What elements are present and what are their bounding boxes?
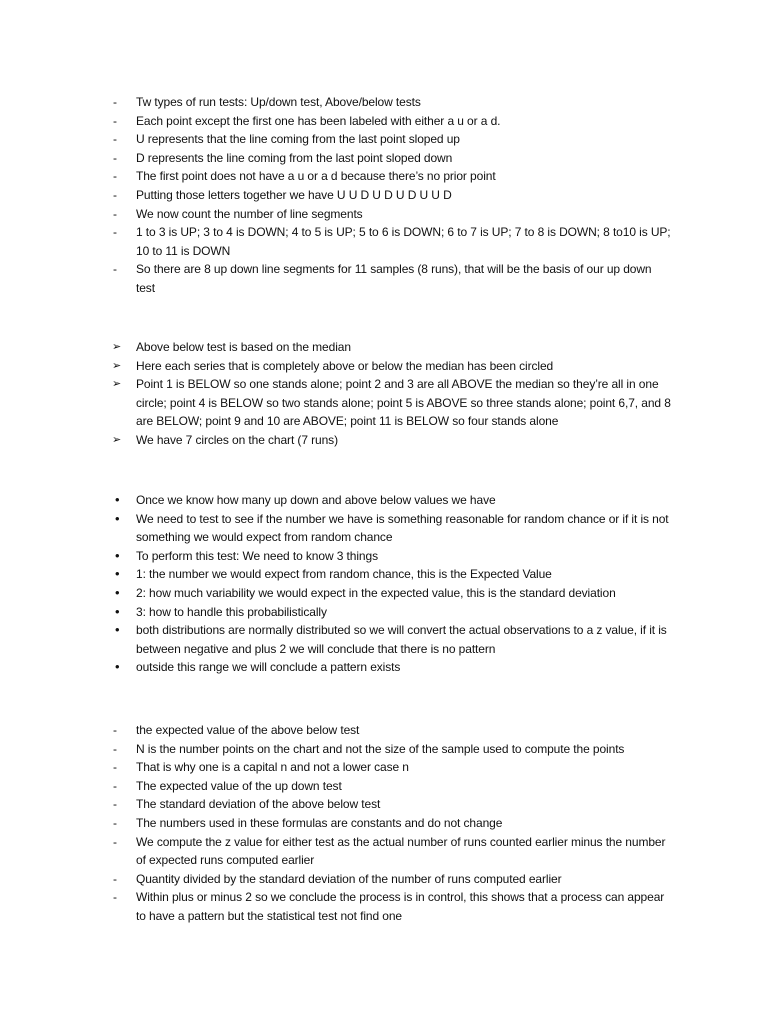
list-item [112, 167, 672, 186]
testing-procedure-list [112, 491, 672, 677]
list-item [112, 491, 672, 510]
formulas-list [112, 721, 672, 926]
list-item [112, 870, 672, 889]
list-item-text: To perform this test: We need to know 3 things [136, 548, 378, 563]
dash-bullet-icon: - [113, 132, 117, 147]
list-item-text: Putting those letters together we have U U D U D U D U U D [136, 187, 452, 202]
list-item [112, 795, 672, 814]
dash-bullet-icon: - [113, 797, 117, 812]
list-item-text: 3: how to handle this probabilistically [136, 604, 327, 619]
list-item [112, 584, 672, 603]
dash-bullet-icon: - [113, 150, 117, 165]
arrow-bullet-icon: ➢ [112, 359, 122, 372]
list-item-text: 2: how much variability we would expect in the expected value, this is the standard deviation [136, 585, 616, 600]
dash-bullet-icon: - [113, 760, 117, 775]
list-item-text: The first point does not have a u or a d because there’s no prior point [136, 169, 496, 184]
list-item [112, 338, 672, 357]
list-item [112, 149, 672, 168]
list-item [112, 740, 672, 759]
dash-bullet-icon: - [113, 890, 117, 905]
list-item-text: both distributions are normally distributed so we will convert the actual observations to a z value, if it is between negative and plus 2 we will conclude that there is no pattern [136, 623, 667, 656]
arrow-bullet-icon: ➢ [112, 433, 122, 446]
dash-bullet-icon: - [113, 95, 117, 109]
list-item-text: Here each series that is completely above or below the median has been circled [136, 358, 554, 373]
list-item-text: The standard deviation of the above below test [136, 797, 381, 812]
list-item [112, 510, 672, 547]
list-item-text: the expected value of the above below test [136, 723, 360, 737]
list-item-text: We have 7 circles on the chart (7 runs) [136, 432, 338, 447]
list-item-text: Point 1 is BELOW so one stands alone; point 2 and 3 are all ABOVE the median so they’re all in one circle; point 4 is BELOW so two stands alone; point 5 is ABOVE so three stands alone; point 6,7, and 8 are BELOW; point 9 and 10 are ABOVE; point 11 is BELOW so four stands alone [136, 377, 671, 429]
dash-bullet-icon: - [113, 262, 117, 277]
list-item [112, 357, 672, 376]
list-item-text: We compute the z value for either test as the actual number of runs counted earlier minus the number of expected runs computed earlier [136, 834, 666, 868]
list-item [112, 814, 672, 833]
list-item-text: The expected value of the up down test [136, 778, 342, 793]
list-item-text: Quantity divided by the standard deviation of the number of runs computed earlier [136, 871, 562, 886]
dash-bullet-icon: - [113, 169, 117, 184]
dash-bullet-icon: - [113, 225, 117, 240]
dash-bullet-icon: - [113, 778, 117, 793]
dot-bullet-icon: • [115, 622, 120, 638]
dot-bullet-icon: • [115, 566, 120, 582]
list-item-text: 1 to 3 is UP; 3 to 4 is DOWN; 4 to 5 is UP; 5 to 6 is DOWN; 6 to 7 is UP; 7 to 8 is DOWN; 8 to10 is UP; 10 to 11 is DOWN [136, 225, 671, 258]
list-item-text: That is why one is a capital n and not a lower case n [136, 760, 409, 775]
list-item [112, 431, 672, 450]
list-item-text: The numbers used in these formulas are constants and do not change [136, 815, 503, 830]
list-item-text: Tw types of run tests: Up/down test, Above/below tests [136, 95, 421, 109]
list-item [112, 205, 672, 224]
list-item-text: We need to test to see if the number we have is something reasonable for random chance or if it is not something we would expect from random chance [136, 511, 669, 545]
list-item-text: N is the number points on the chart and not the size of the sample used to compute the points [136, 741, 625, 756]
arrow-bullet-icon: ➢ [112, 378, 122, 391]
list-item-text: U represents that the line coming from the last point sloped up [136, 132, 460, 147]
up-down-test-list [112, 93, 672, 298]
list-item [112, 112, 672, 131]
list-item [112, 223, 672, 260]
dot-bullet-icon: • [115, 603, 120, 619]
list-item-text: We now count the number of line segments [136, 206, 363, 221]
list-item [112, 603, 672, 622]
list-item [112, 93, 672, 112]
dash-bullet-icon: - [113, 741, 117, 756]
list-item [112, 186, 672, 205]
list-item [112, 888, 672, 925]
dash-bullet-icon: - [113, 815, 117, 830]
above-below-test-list [112, 338, 672, 450]
arrow-bullet-icon: ➢ [112, 341, 122, 353]
list-item-text: outside this range we will conclude a pattern exists [136, 660, 401, 675]
list-item [112, 758, 672, 777]
list-item [112, 833, 672, 870]
list-item-text: So there are 8 up down line segments for 11 samples (8 runs), that will be the basis of our up down test [136, 262, 652, 295]
dash-bullet-icon: - [113, 187, 117, 202]
list-item-text: Each point except the first one has been labeled with either a u or a d. [136, 113, 501, 128]
list-item [112, 565, 672, 584]
dot-bullet-icon: • [115, 492, 120, 507]
dash-bullet-icon: - [113, 871, 117, 886]
list-item [112, 375, 672, 431]
list-item [112, 777, 672, 796]
dash-bullet-icon: - [113, 723, 117, 737]
list-item [112, 621, 672, 658]
list-item [112, 260, 672, 297]
list-item [112, 721, 672, 740]
list-item-text: Above below test is based on the median [136, 340, 351, 354]
dot-bullet-icon: • [115, 510, 120, 526]
list-item-text: Once we know how many up down and above below values we have [136, 493, 496, 507]
list-item [112, 130, 672, 149]
list-item [112, 658, 672, 677]
list-item-text: D represents the line coming from the last point sloped down [136, 150, 453, 165]
list-item [112, 547, 672, 566]
dot-bullet-icon: • [115, 584, 120, 600]
dot-bullet-icon: • [115, 547, 120, 563]
list-item-text: Within plus or minus 2 so we conclude the process is in control, this shows that a process can appear to have a pattern but the statistical test not find one [136, 890, 665, 923]
dot-bullet-icon: • [115, 659, 120, 675]
list-item-text: 1: the number we would expect from random chance, this is the Expected Value [136, 567, 552, 582]
dash-bullet-icon: - [113, 206, 117, 221]
dash-bullet-icon: - [113, 834, 117, 849]
dash-bullet-icon: - [113, 113, 117, 128]
